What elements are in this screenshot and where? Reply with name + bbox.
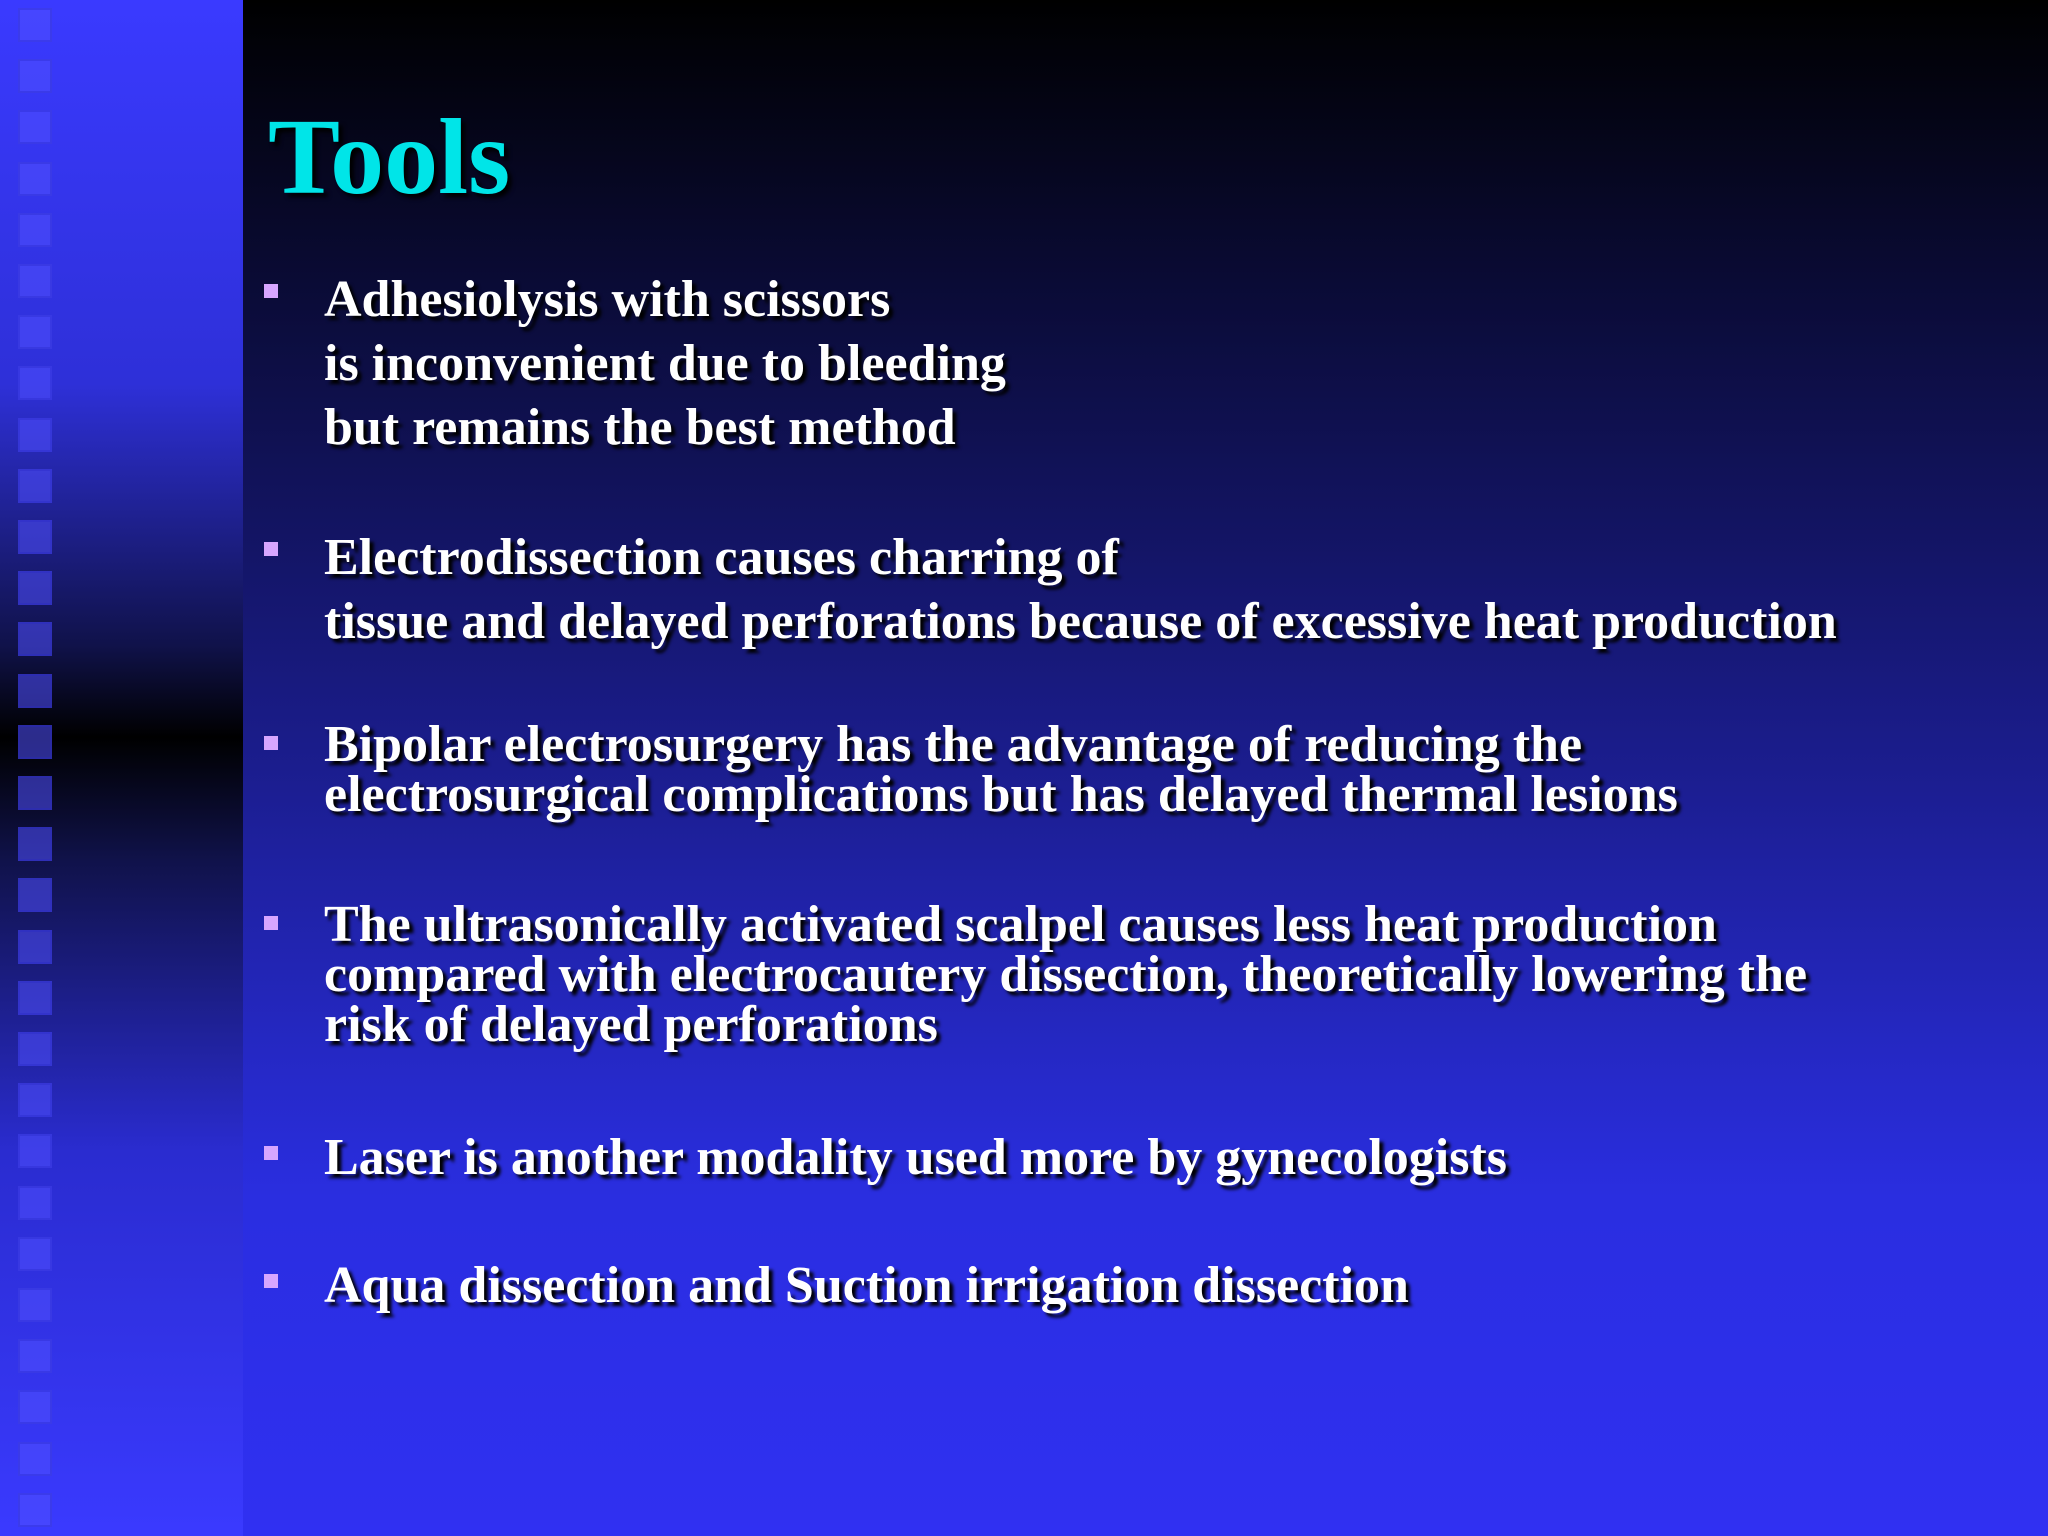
decorative-square <box>18 469 52 503</box>
bullet-line: is inconvenient due to bleeding <box>324 335 1006 392</box>
decorative-square <box>18 1288 52 1322</box>
decorative-square <box>18 981 52 1015</box>
decorative-square <box>18 162 52 196</box>
decorative-square <box>18 674 52 708</box>
decorative-square <box>18 1339 52 1373</box>
bullet-line: tissue and delayed perforations because of excessive heat production <box>324 593 1837 650</box>
decorative-square <box>18 1390 52 1424</box>
decorative-square <box>18 264 52 298</box>
decorative-square <box>18 1186 52 1220</box>
square-bullet-icon <box>264 284 278 298</box>
square-bullet-icon <box>264 542 278 556</box>
bullet-line: Electrodissection causes charring of <box>324 529 1119 586</box>
bullet-line: Laser is another modality used more by gynecologists <box>324 1129 1508 1186</box>
decorative-square <box>18 1237 52 1271</box>
slide-title: Tools <box>268 98 511 217</box>
decorative-square <box>18 930 52 964</box>
decorative-square <box>18 213 52 247</box>
decorative-square <box>18 622 52 656</box>
bullet-line: but remains the best method <box>324 399 956 456</box>
decorative-square <box>18 59 52 93</box>
decorative-square <box>18 418 52 452</box>
decorative-square <box>18 878 52 912</box>
decorative-square <box>18 315 52 349</box>
square-bullet-icon <box>264 1274 278 1288</box>
decorative-square <box>18 827 52 861</box>
bullet-line: The ultrasonically activated scalpel causes less heat production <box>324 896 1717 953</box>
square-bullet-icon <box>264 1146 278 1160</box>
square-bullet-icon <box>264 916 278 930</box>
bullet-line: Bipolar electrosurgery has the advantage of reducing the <box>324 716 1583 773</box>
decorative-square <box>18 366 52 400</box>
bullet-line: risk of delayed perforations <box>324 996 938 1053</box>
decorative-square <box>18 1493 52 1527</box>
decorative-square <box>18 520 52 554</box>
decorative-square <box>18 110 52 144</box>
bullet-line: electrosurgical complications but has delayed thermal lesions <box>324 766 1678 823</box>
decorative-square <box>18 8 52 42</box>
bullet-line: compared with electrocautery dissection, theoretically lowering the <box>324 946 1808 1003</box>
decorative-side-band <box>0 0 243 1536</box>
decorative-square <box>18 1134 52 1168</box>
decorative-square <box>18 1442 52 1476</box>
decorative-square <box>18 1083 52 1117</box>
decorative-square <box>18 571 52 605</box>
square-bullet-icon <box>264 736 278 750</box>
decorative-square <box>18 725 52 759</box>
bullet-line: Aqua dissection and Suction irrigation dissection <box>324 1257 1409 1314</box>
decorative-square <box>18 776 52 810</box>
decorative-squares <box>18 0 52 1536</box>
bullet-line: Adhesiolysis with scissors <box>324 271 891 328</box>
decorative-square <box>18 1032 52 1066</box>
bullet-list <box>264 0 2024 1536</box>
